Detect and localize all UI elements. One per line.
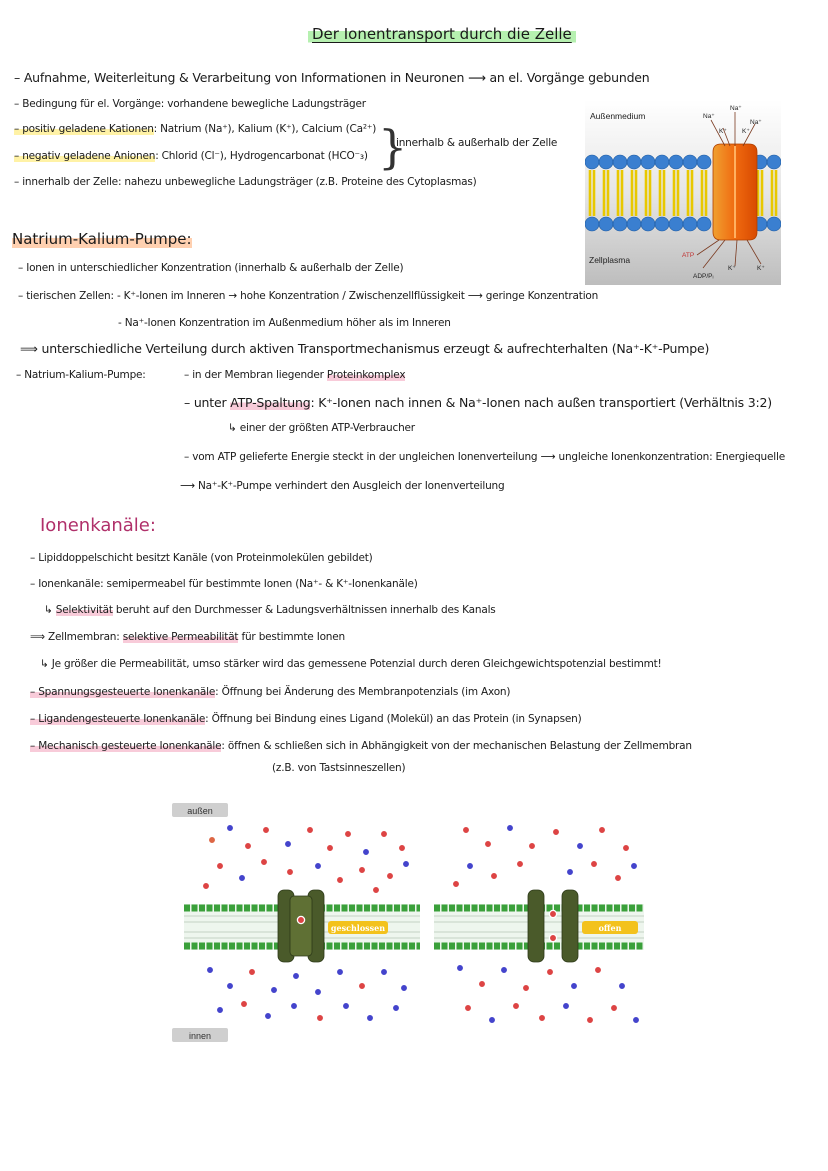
- page-title: Der Ionentransport durch die Zelle: [308, 24, 576, 44]
- atp-label: ATP: [682, 252, 695, 259]
- protein-complex-term: Proteinkomplex: [326, 369, 406, 381]
- pump-line-4: ⟹ unterschiedliche Verteilung durch aktiven Transportmechanismus erzeugt & aufrechterhalten (Na⁺-K⁺-Pumpe): [20, 341, 710, 356]
- anions-list: : Chlorid (Cl⁻), Hydrogencarbonat (HCO⁻₃): [155, 150, 368, 162]
- channels-line-2: [30, 578, 418, 590]
- arrow-symbol: ↳: [44, 604, 53, 616]
- cell-membrane-term: ⟹ Zellmembran:: [30, 631, 120, 643]
- sodium-potassium-pump-figure: [585, 100, 781, 285]
- atp-cleavage-term: ATP-Spaltung: [230, 395, 311, 410]
- ion-label-k-2: K⁺: [742, 128, 750, 135]
- pump-line-6-text: : K⁺-Ionen nach innen & Na⁺-Ionen nach außen transportiert (Verhältnis 3:2): [310, 395, 772, 410]
- channels-line-7: [30, 713, 582, 725]
- pump-line-5-text: – in der Membran liegender: [184, 369, 324, 381]
- pump-line-3: - Na⁺-Ionen Konzentration im Außenmedium höher als im Inneren: [118, 317, 451, 329]
- pump-heading: Natrium-Kalium-Pumpe:: [12, 230, 192, 248]
- channels-line-5: ↳ Je größer die Permeabilität, umso stärker wird das gemessene Potenzial durch deren Gleichgewichtspotenzial bestimmt!: [40, 658, 662, 670]
- channels-heading: Ionenkanäle:: [40, 515, 156, 536]
- channels-line-3: [44, 604, 496, 616]
- adp-label: ADP/Pᵢ: [693, 273, 714, 280]
- voltage-gated-term: – Spannungsgesteuerte Ionenkanäle: [30, 686, 216, 698]
- ion-label-k-4: K⁺: [757, 265, 765, 272]
- pump-line-6-prefix: – unter: [184, 395, 227, 410]
- ligand-gated-term: – Ligandengesteuerte Ionenkanäle: [30, 713, 206, 725]
- outside-medium-label: Außenmedium: [590, 111, 646, 121]
- channels-line-3-text: beruht auf den Durchmesser & Ladungsverhältnissen innerhalb des Kanals: [115, 604, 496, 616]
- intro-line-1: – Aufnahme, Weiterleitung & Verarbeitung von Informationen in Neuronen ⟶ an el. Vorgänge gebunden: [14, 70, 650, 85]
- cations-list: : Natrium (Na⁺), Kalium (K⁺), Calcium (Ca²⁺): [153, 123, 377, 135]
- channels-line-6: [30, 686, 510, 698]
- pump-line-9: ⟶ Na⁺-K⁺-Pumpe verhindert den Ausgleich der Ionenverteilung: [180, 480, 505, 492]
- intro-line-4: [14, 150, 368, 162]
- pump-line-1: – Ionen in unterschiedlicher Konzentration (innerhalb & außerhalb der Zelle): [18, 262, 404, 274]
- channels-line-1: – Lipiddoppelschicht besitzt Kanäle (von Proteinmolekülen gebildet): [30, 552, 373, 564]
- closed-label: geschlossen: [330, 923, 386, 933]
- brace-symbol: }: [378, 120, 408, 174]
- pump-line-7: ↳ einer der größten ATP-Verbraucher: [228, 422, 415, 434]
- ion-label-k-3: K⁺: [728, 265, 736, 272]
- channels-line-2-text: : semipermeabel für bestimmte Ionen (Na⁺- & K⁺-Ionenkanäle): [100, 578, 418, 590]
- cytoplasm-label: Zellplasma: [589, 255, 631, 265]
- outside-label: außen: [187, 806, 213, 816]
- pump-line-2: – tierischen Zellen: - K⁺-Ionen im Inneren → hohe Konzentration / Zwischenzellflüssigkeit ⟶ geringe Konzentration: [18, 290, 599, 302]
- channels-line-8: [30, 740, 692, 752]
- open-label: offen: [598, 923, 622, 933]
- channels-line-7-text: : Öffnung bei Bindung eines Ligand (Molekül) an das Protein (in Synapsen): [205, 713, 582, 725]
- channels-line-4: [30, 631, 345, 643]
- ion-label-na-3: Na⁺: [750, 119, 762, 126]
- pump-line-5-label: – Natrium-Kalium-Pumpe:: [16, 369, 146, 381]
- intro-line-2: – Bedingung für el. Vorgänge: vorhandene bewegliche Ladungsträger: [14, 98, 366, 110]
- ion-label-na-1: Na⁺: [703, 113, 715, 120]
- pump-line-5: [184, 369, 405, 381]
- selectivity-term: Selektivität: [55, 604, 113, 616]
- ion-label-k-1: K⁺: [719, 128, 727, 135]
- ion-channel-figure: [170, 800, 650, 1045]
- anions-term: – negativ geladene Anionen: [14, 150, 156, 162]
- channels-line-8-text: : öffnen & schließen sich in Abhängigkeit von der mechanischen Belastung der Zellmembran: [221, 740, 692, 752]
- cations-term: – positiv geladene Kationen: [14, 123, 154, 135]
- ion-channels-term: – Ionenkanäle: [30, 578, 101, 590]
- pump-line-8: – vom ATP gelieferte Energie steckt in der ungleichen Ionenverteilung ⟶ ungleiche Ionenkonzentration: Energiequelle: [184, 451, 785, 463]
- ion-label-na-2: Na⁺: [730, 105, 742, 112]
- channels-line-9: (z.B. von Tastsinneszellen): [272, 762, 406, 774]
- channels-line-4-text: für bestimmte Ionen: [241, 631, 345, 643]
- selective-permeability-term: selektive Permeabilität: [122, 631, 239, 643]
- intro-line-5: – innerhalb der Zelle: nahezu unbewegliche Ladungsträger (z.B. Proteine des Cytoplasmas): [14, 176, 477, 188]
- pump-line-6: [184, 395, 772, 410]
- brace-note: innerhalb & außerhalb der Zelle: [396, 137, 558, 149]
- intro-line-3: [14, 123, 376, 135]
- mechanically-gated-term: – Mechanisch gesteuerte Ionenkanäle: [30, 740, 222, 752]
- channels-line-6-text: : Öffnung bei Änderung des Membranpotenzials (im Axon): [215, 686, 511, 698]
- inside-label: innen: [188, 1031, 212, 1041]
